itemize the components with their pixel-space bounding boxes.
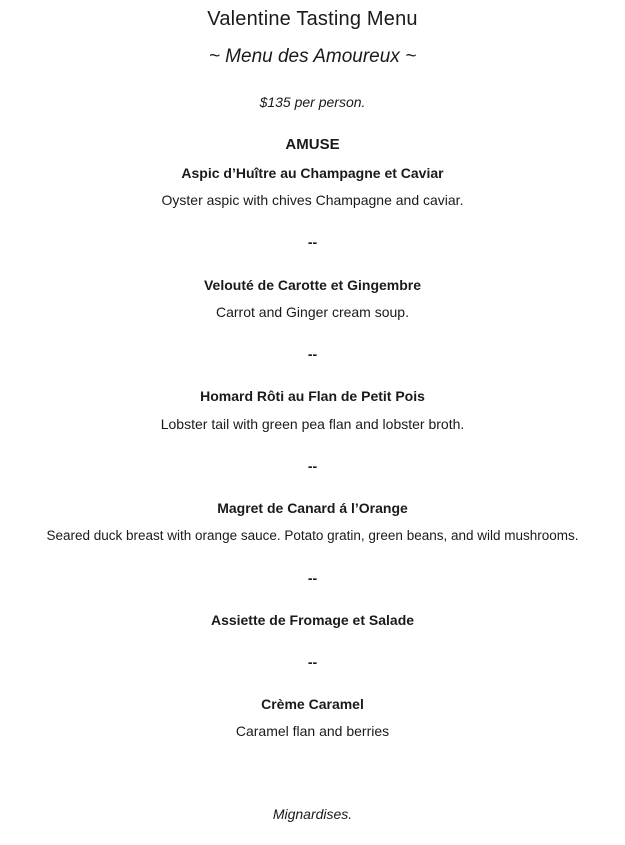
course-separator: -- bbox=[307, 346, 318, 362]
section-heading-amuse: AMUSE bbox=[285, 136, 340, 153]
course-separator: -- bbox=[307, 458, 318, 474]
course-name-2: Velouté de Carotte et Gingembre bbox=[203, 277, 422, 293]
menu-closing-note: Mignardises. bbox=[272, 806, 353, 822]
course-description-3: Lobster tail with green pea flan and lobster broth. bbox=[160, 416, 465, 432]
course-description-2: Carrot and Ginger cream soup. bbox=[216, 304, 409, 320]
course-separator: -- bbox=[307, 234, 318, 250]
course-description-1: Oyster aspic with chives Champagne and caviar. bbox=[161, 192, 464, 208]
course-name-5: Assiette de Fromage et Salade bbox=[210, 612, 415, 628]
course-description-4: Seared duck breast with orange sauce. Potato gratin, green beans, and wild mushrooms. bbox=[46, 528, 579, 543]
course-name-1: Aspic d’Huître au Champagne et Caviar bbox=[181, 165, 444, 181]
menu-title: Valentine Tasting Menu bbox=[207, 8, 418, 30]
menu-subtitle: ~ Menu des Amoureux ~ bbox=[208, 46, 417, 67]
menu-price: $135 per person. bbox=[259, 94, 366, 110]
course-name-4: Magret de Canard á l’Orange bbox=[217, 500, 408, 516]
course-separator: -- bbox=[307, 654, 318, 670]
course-name-6: Crème Caramel bbox=[261, 696, 364, 712]
course-name-3: Homard Rôti au Flan de Petit Pois bbox=[200, 388, 425, 404]
course-description-6: Caramel flan and berries bbox=[235, 723, 390, 739]
course-separator: -- bbox=[307, 570, 318, 586]
